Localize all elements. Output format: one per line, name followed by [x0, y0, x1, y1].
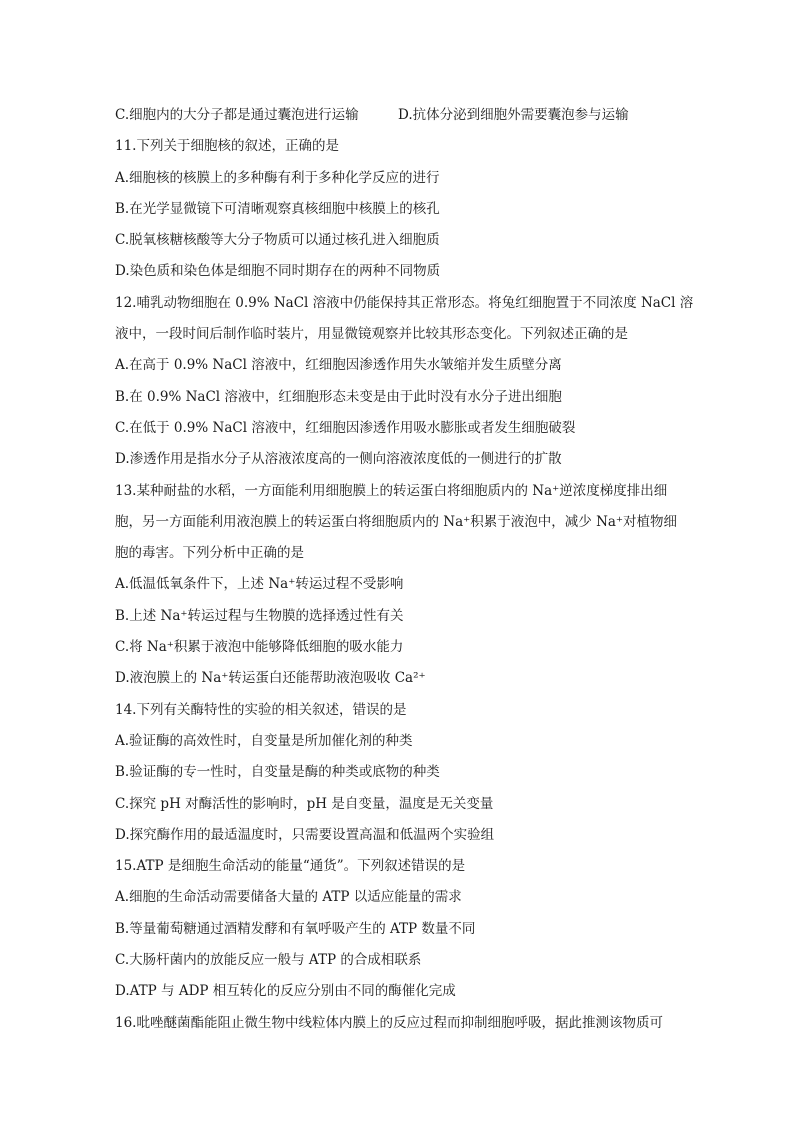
q14-option-c: C.探究 pH 对酶活性的影响时，pH 是自变量，温度是无关变量 [115, 795, 494, 812]
q13-option-a: A.低温低氧条件下，上述 Na⁺转运过程不受影响 [115, 576, 404, 593]
question-list [115, 100, 694, 1039]
q12-stem-line1: 12.哺乳动物细胞在 0.9% NaCl 溶液中仍能保持其正常形态。将兔红细胞置于不同浓度 NaCl 溶 [115, 294, 694, 311]
q13-option-c: C.将 Na⁺积累于液泡中能够降低细胞的吸水能力 [115, 639, 404, 656]
q12-option-b: B.在 0.9% NaCl 溶液中，红细胞形态未变是由于此时没有水分子进出细胞 [115, 388, 562, 405]
q10-option-d: D.抗体分泌到细胞外需要囊泡参与运输 [398, 107, 629, 123]
q12-stem-line2: 液中，一段时间后制作临时装片，用显微镜观察并比较其形态变化。下列叙述正确的是 [115, 326, 628, 343]
q15-option-c: C.大肠杆菌内的放能反应一般与 ATP 的合成相联系 [115, 952, 422, 969]
q16-stem-line1: 16.吡唑醚菌酯能阻止微生物中线粒体内膜上的反应过程而抑制细胞呼吸，据此推测该物质可 [115, 1014, 663, 1031]
q13-option-b: B.上述 Na⁺转运过程与生物膜的选择透过性有关 [115, 607, 404, 624]
q12-option-c: C.在低于 0.9% NaCl 溶液中，红细胞因渗透作用吸水膨胀或者发生细胞破裂 [115, 419, 576, 436]
q15-stem: 15.ATP 是细胞生命活动的能量“通货”。下列叙述错误的是 [115, 858, 466, 875]
q13-stem-line3: 胞的毒害。下列分析中正确的是 [115, 545, 304, 562]
q10-option-c: C.细胞内的大分子都是通过囊泡进行运输 [115, 107, 359, 123]
q15-option-a: A.细胞的生命活动需要储备大量的 ATP 以适应能量的需求 [115, 889, 462, 906]
q11-option-d: D.染色质和染色体是细胞不同时期存在的两种不同物质 [115, 263, 441, 280]
q12-option-a: A.在高于 0.9% NaCl 溶液中，红细胞因渗透作用失水皱缩并发生质壁分离 [115, 357, 562, 374]
q11-option-a: A.细胞核的核膜上的多种酶有利于多种化学反应的进行 [115, 169, 440, 186]
q11-option-c: C.脱氧核糖核酸等大分子物质可以通过核孔进入细胞质 [115, 232, 440, 249]
q14-stem: 14.下列有关酶特性的实验的相关叙述，错误的是 [115, 701, 407, 718]
q14-option-d: D.探究酶作用的最适温度时，只需要设置高温和低温两个实验组 [115, 826, 495, 843]
q15-option-d: D.ATP 与 ADP 相互转化的反应分别由不同的酶催化完成 [115, 983, 456, 1000]
q15-option-b: B.等量葡萄糖通过酒精发酵和有氧呼吸产生的 ATP 数量不同 [115, 920, 476, 937]
q14-option-b: B.验证酶的专一性时，自变量是酶的种类或底物的种类 [115, 764, 440, 781]
q10-options-cd [115, 100, 675, 131]
q13-option-d: D.液泡膜上的 Na⁺转运蛋白还能帮助液泡吸收 Ca²⁺ [115, 670, 426, 687]
q12-option-d: D.渗透作用是指水分子从溶液浓度高的一侧向溶液浓度低的一侧进行的扩散 [115, 451, 562, 468]
q11-stem: 11.下列关于细胞核的叙述，正确的是 [115, 138, 339, 155]
q14-option-a: A.验证酶的高效性时，自变量是所加催化剂的种类 [115, 732, 413, 749]
q13-stem-line1: 13.某种耐盐的水稻，一方面能利用细胞膜上的转运蛋白将细胞质内的 Na⁺逆浓度梯度排出细 [115, 482, 668, 499]
q13-stem-line2: 胞，另一方面能利用液泡膜上的转运蛋白将细胞质内的 Na⁺积累于液泡中，减少 Na⁺对植物细 [115, 513, 678, 530]
q11-option-b: B.在光学显微镜下可清晰观察真核细胞中核膜上的核孔 [115, 200, 440, 217]
